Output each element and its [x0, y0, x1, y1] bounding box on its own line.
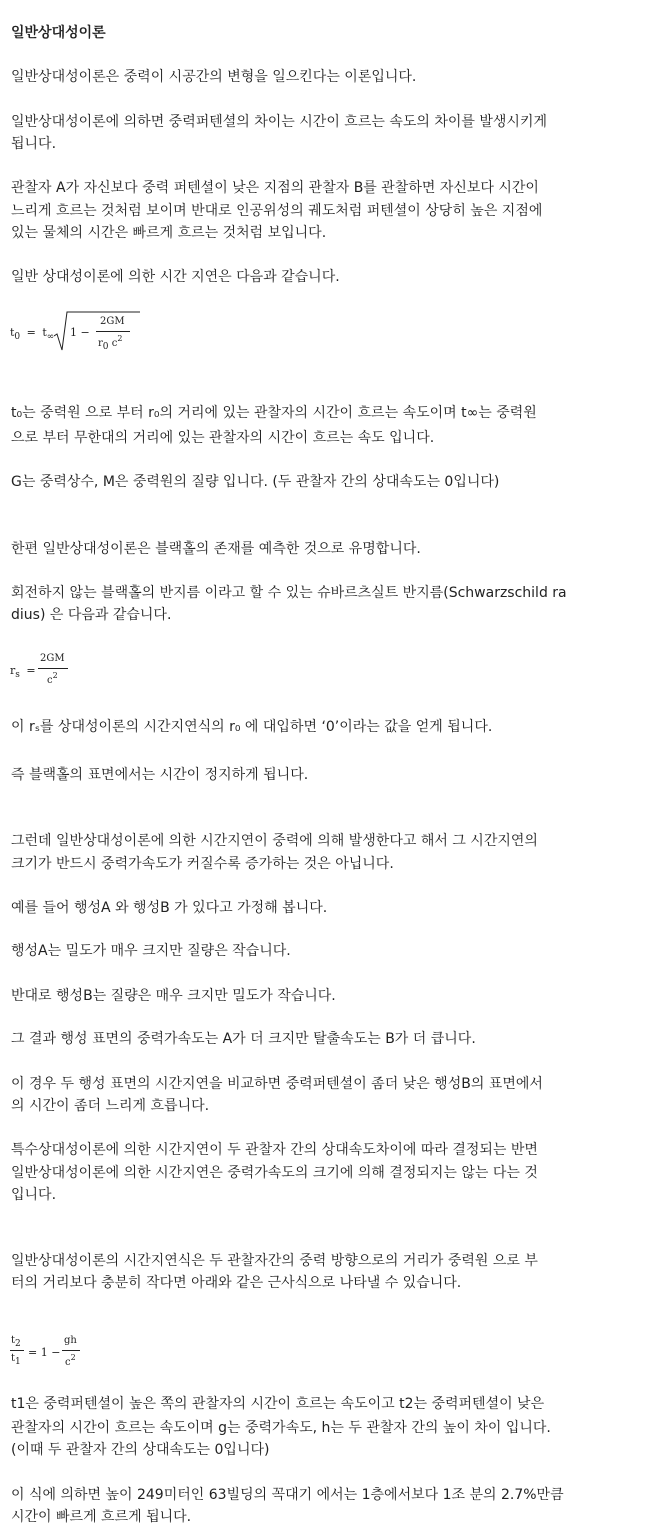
paragraph-line: (이때 두 관찰자 간의 상대속도는 0입니다): [11, 1442, 270, 1458]
formula-exponent: 2: [70, 1353, 76, 1362]
paragraph-line: 일반상대성이론의 시간지연식은 두 관찰자간의 중력 방향으로의 거리가 중력원 으로 부: [11, 1253, 538, 1269]
paragraph-line: 예를 들어 행성A 와 행성B 가 있다고 가정해 봅니다.: [11, 900, 328, 916]
paragraph-line: 됩니다.: [11, 136, 57, 152]
article-title: 일반상대성이론: [11, 25, 106, 41]
paragraph-line: 이 식에 의하면 높이 249미터인 63빌딩의 꼭대기 에서는 1층에서보다 1조 분의 2.7%만큼: [11, 1487, 564, 1503]
formula-symbol: t: [10, 326, 15, 339]
paragraph-line: 일반상대성이론은 중력이 시공간의 변형을 일으킨다는 이론입니다.: [11, 69, 417, 85]
formula-symbol: t: [11, 1353, 16, 1364]
paragraph-line: 관찰자 A가 자신보다 중력 퍼텐셜이 낮은 지점의 관찰자 B를 관찰하면 자신보다 시간이: [11, 180, 539, 196]
formula-subscript: 2: [15, 1339, 21, 1349]
formula-symbol: r: [10, 664, 16, 677]
formula-symbol: t: [11, 1335, 16, 1346]
formula-exponent: 2: [117, 334, 123, 343]
paragraph-line: 터의 거리보다 충분히 작다면 아래와 같은 근사식으로 나타낼 수 있습니다.: [11, 1275, 462, 1291]
fraction-bar: [10, 1350, 24, 1351]
square-root-sign-icon: [54, 310, 140, 354]
fraction-numerator: 2GM: [40, 653, 65, 664]
formula-symbol: r: [98, 338, 103, 349]
paragraph-line: dius) 은 다음과 같습니다.: [11, 607, 172, 623]
paragraph-line: G는 중력상수, M은 중력원의 질량 입니다. (두 관찰자 간의 상대속도는 0입니다): [11, 474, 500, 490]
paragraph-line: 일반 상대성이론에 의한 시간 지연은 다음과 같습니다.: [11, 269, 340, 285]
paragraph-line: 입니다.: [11, 1187, 57, 1203]
fraction-bar: [62, 1350, 80, 1351]
equals-sign: =: [26, 664, 36, 677]
paragraph-line: 이 rₛ를 상대성이론의 시간지연식의 r₀ 에 대입하면 ‘0’이라는 값을 얻게 됩니다.: [11, 719, 493, 735]
paragraph-line: 으로 부터 무한대의 거리에 있는 관찰자의 시간이 흐르는 속도 입니다.: [11, 430, 435, 446]
fraction-numerator: 2GM: [100, 316, 125, 327]
time-dilation-formula: [10, 310, 140, 356]
formula-exponent: 2: [52, 671, 58, 680]
equals-sign: =: [26, 326, 36, 339]
paragraph-line: 행성A는 밀도가 매우 크지만 질량은 작습니다.: [11, 943, 291, 959]
fraction-bar: [96, 331, 130, 332]
paragraph-line: t₀는 중력원 으로 부터 r₀의 거리에 있는 관찰자의 시간이 흐르는 속도이며 t∞는 중력원: [11, 405, 537, 421]
paragraph-line: 느리게 흐르는 것처럼 보이며 반대로 인공위성의 궤도처럼 퍼텐셜이 상당히 높은 지점에: [11, 203, 543, 219]
paragraph-line: 이 경우 두 행성 표면의 시간지연을 비교하면 중력퍼텐셜이 좀더 낮은 행성B의 표면에서: [11, 1076, 543, 1092]
paragraph-line: 그런데 일반상대성이론에 의한 시간지연이 중력에 의해 발생한다고 해서 그 시간지연의: [11, 833, 538, 849]
paragraph-line: 한편 일반상대성이론은 블랙홀의 존재를 예측한 것으로 유명합니다.: [11, 541, 421, 557]
schwarzschild-radius-formula: [10, 652, 90, 688]
paragraph-line: 일반상대성이론에 의한 시간지연은 중력가속도의 크기에 의해 결정되지는 않는 다는 것: [11, 1165, 538, 1181]
fraction-bar: [38, 668, 68, 669]
one-minus: 1 −: [70, 326, 90, 339]
formula-subscript: ∞: [46, 332, 55, 342]
formula-symbol: c: [111, 338, 118, 349]
paragraph-line: 시간이 빠르게 흐르게 됩니다.: [11, 1509, 192, 1525]
paragraph-line: 관찰자의 시간이 흐르는 속도이며 g는 중력가속도, h는 두 관찰자 간의 높이 차이 입니다.: [11, 1420, 551, 1436]
fraction-numerator: gh: [64, 1335, 77, 1346]
paragraph-line: 회전하지 않는 블랙홀의 반지름 이라고 할 수 있는 슈바르츠실트 반지름(Schwarzschild ra: [11, 585, 567, 601]
formula-subscript: 1: [15, 1357, 21, 1367]
paragraph-line: 의 시간이 좀더 느리게 흐릅니다.: [11, 1098, 210, 1114]
paragraph-line: 일반상대성이론에 의하면 중력퍼텐셜의 차이는 시간이 흐르는 속도의 차이를 발생시키게: [11, 114, 547, 130]
paragraph-line: 특수상대성이론에 의한 시간지연이 두 관찰자 간의 상대속도차이에 따라 결정되는 반면: [11, 1142, 538, 1158]
formula-subscript: 0: [14, 332, 21, 342]
paragraph-line: 크기가 반드시 중력가속도가 커질수록 증가하는 것은 아닙니다.: [11, 856, 394, 872]
paragraph-line: 있는 물체의 시간은 빠르게 흐르는 것처럼 보입니다.: [11, 225, 327, 241]
formula-symbol: c: [47, 675, 53, 686]
formula-symbol: c: [65, 1357, 71, 1368]
formula-subscript: s: [15, 670, 20, 680]
paragraph-line: 즉 블랙홀의 표면에서는 시간이 정지하게 됩니다.: [11, 767, 309, 783]
equals-one-minus: = 1 −: [28, 1346, 61, 1359]
formula-symbol: t: [42, 326, 47, 339]
paragraph-line: 반대로 행성B는 질량은 매우 크지만 밀도가 작습니다.: [11, 988, 336, 1004]
formula-subscript: 0: [102, 342, 109, 352]
approximation-formula: [10, 1334, 100, 1370]
paragraph-line: 그 결과 행성 표면의 중력가속도는 A가 더 크지만 탈출속도는 B가 더 큽니다.: [11, 1031, 476, 1047]
paragraph-line: t1은 중력퍼텐셜이 높은 쪽의 관찰자의 시간이 흐르는 속도이고 t2는 중력퍼텐셜이 낮은: [11, 1396, 545, 1412]
